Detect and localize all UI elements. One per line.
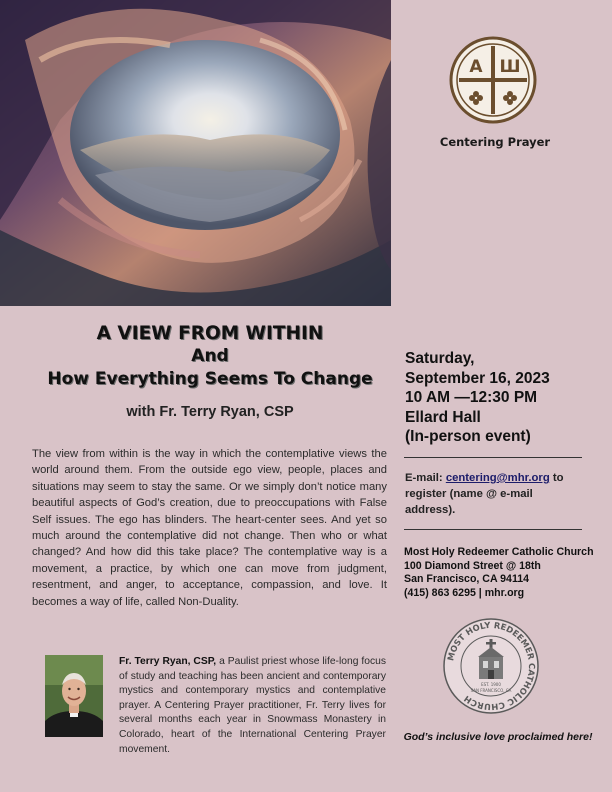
hero-image xyxy=(0,0,391,306)
event-description: The view from within is the way in which the contemplative views the world around them. From the outside ego view, people, places and situations may seem to stay the same. Or we simply don’t notice many beautiful aspects of God’s creation, due to preoccupations with False Self issues. The ego has blinders. The heart-center sees. And yet so much around the contemplative did not change. Then who or what changed? And how did this take place? The contemplative way is a movement, a practice, by which one can move from judgment, resentment, and anger, to acceptance, compassion, and love. It becomes a way of life, called Non-Duality. xyxy=(32,448,387,608)
church-seal-logo xyxy=(442,617,540,715)
church-street: 100 Diamond Street @ 18th xyxy=(404,559,541,572)
registration-info xyxy=(405,470,585,518)
divider xyxy=(404,457,582,458)
presenter-bio xyxy=(119,655,386,757)
email-label: E-mail: xyxy=(405,472,443,484)
seal-ring-text: MOST HOLY REDEEMER CATHOLIC CHURCH xyxy=(445,619,538,713)
bio-name: Fr. Terry Ryan, CSP, xyxy=(119,656,217,667)
event-format: (In-person event) xyxy=(405,428,531,445)
church-address xyxy=(404,546,609,600)
church-city: San Francisco, CA 94114 xyxy=(404,573,530,585)
logo-caption: Centering Prayer xyxy=(439,135,551,149)
email-link[interactable]: centering@mhr.org xyxy=(445,472,550,484)
church-tagline: God’s inclusive love proclaimed here! xyxy=(403,731,593,743)
bio-text: a Paulist priest whose life-long focus of study and teaching has been ancient and contemporary mystics and contemporary mystics and contemplative prayer. A Centering Prayer practitioner, Fr. Terry lives for several months each year in Snowmass Monastery in Colorado, heart of the International Centering Prayer movement. xyxy=(119,656,386,755)
page-title xyxy=(0,323,420,391)
register-note: to register (name @ e-mail address). xyxy=(405,472,564,516)
church-phone-web: (415) 863 6295 | mhr.org xyxy=(404,586,525,599)
presenter-photo xyxy=(45,655,103,737)
presenter-subtitle: with Fr. Terry Ryan, CSP xyxy=(126,404,294,420)
event-venue: Ellard Hall xyxy=(405,408,481,426)
event-details xyxy=(405,349,595,447)
seal-est: EST. 1900 xyxy=(481,682,501,687)
event-time: 10 AM —12:30 PM xyxy=(405,389,538,406)
title-line-1: A VIEW FROM WITHIN xyxy=(96,323,324,344)
svg-text:A: A xyxy=(469,57,483,77)
title-line-2: And xyxy=(191,346,229,366)
divider xyxy=(404,529,582,530)
title-line-3: How Everything Seems To Change xyxy=(47,369,373,389)
church-name: Most Holy Redeemer Catholic Church xyxy=(404,546,594,558)
seal-city: SAN FRANCISCO, CA xyxy=(470,688,512,693)
alpha-omega-cross-logo-icon xyxy=(449,36,537,124)
svg-text:Ш: Ш xyxy=(499,57,521,77)
event-date: September 16, 2023 xyxy=(405,369,550,387)
event-day: Saturday, xyxy=(405,350,475,367)
